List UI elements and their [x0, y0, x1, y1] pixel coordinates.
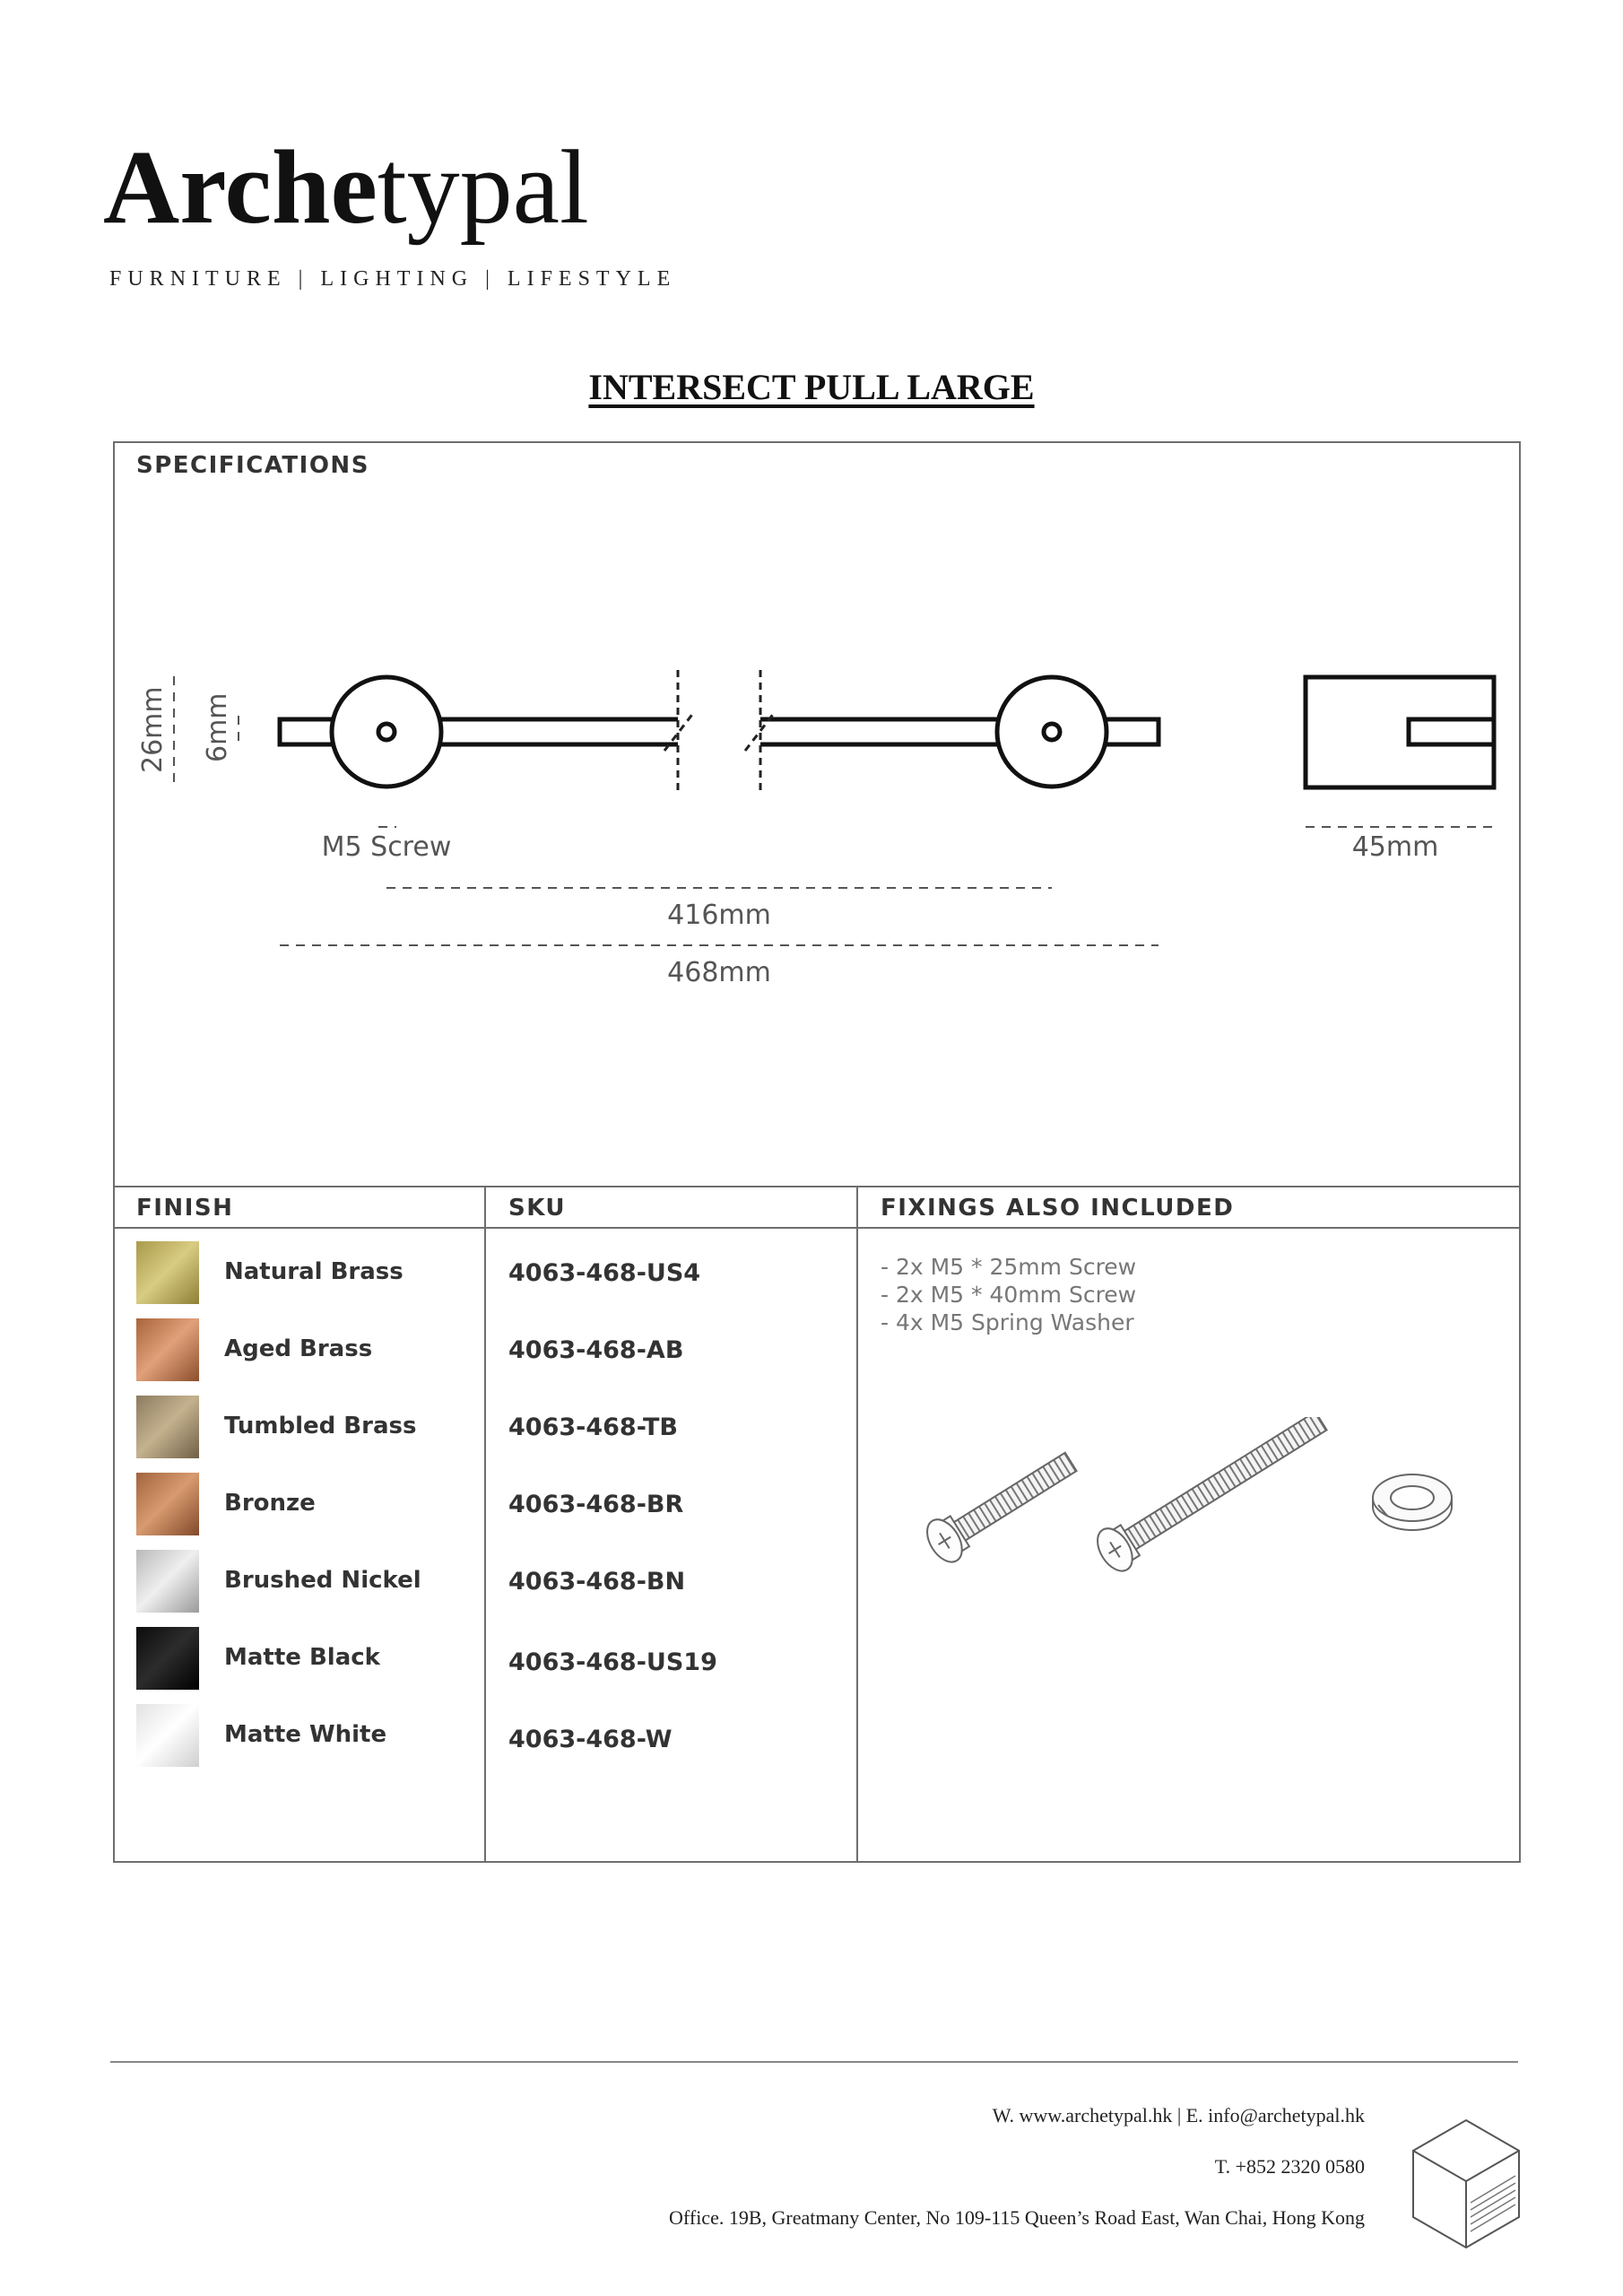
table-top-rule — [113, 1186, 1521, 1187]
finish-name: Natural Brass — [224, 1258, 404, 1285]
matte-white-swatch — [136, 1704, 199, 1767]
bronze-swatch — [136, 1473, 199, 1535]
natural-brass-swatch — [136, 1241, 199, 1304]
hexagon-logo-icon — [1408, 2117, 1524, 2251]
footer-phone: T. +852 2320 0580 — [1214, 2155, 1365, 2178]
sku-header: SKU — [508, 1195, 567, 1222]
dim-depth: 45mm — [1351, 831, 1439, 863]
finish-row — [136, 1396, 459, 1458]
sku-value: 4063-468-BR — [508, 1491, 684, 1518]
footer-rule — [110, 2061, 1518, 2063]
sku-value: 4063-468-TB — [508, 1413, 678, 1441]
dim-centers: 416mm — [667, 900, 771, 931]
specifications-label: SPECIFICATIONS — [136, 452, 369, 479]
brand-logo — [103, 128, 589, 246]
finish-name: Brushed Nickel — [224, 1567, 421, 1594]
dim-height: 26mm — [137, 686, 169, 773]
table-header-rule — [113, 1227, 1521, 1229]
long-screw-icon — [1090, 1417, 1333, 1577]
matte-black-swatch — [136, 1627, 199, 1690]
finish-row — [136, 1550, 459, 1613]
brand-name-bold: Arche — [103, 128, 378, 246]
finish-row — [136, 1627, 459, 1690]
brand-name-regular: typal — [377, 128, 589, 246]
finish-row — [136, 1318, 459, 1381]
sku-value: 4063-468-W — [508, 1726, 673, 1753]
tumbled-brass-swatch — [136, 1396, 199, 1458]
finish-name: Bronze — [224, 1490, 316, 1517]
dim-length: 468mm — [667, 957, 771, 988]
finish-name: Matte White — [224, 1721, 387, 1748]
finish-name: Tumbled Brass — [224, 1413, 417, 1439]
fixings-illustration — [888, 1417, 1515, 1632]
brushed-nickel-swatch — [136, 1550, 199, 1613]
finish-row — [136, 1241, 459, 1304]
finish-header: FINISH — [136, 1195, 234, 1222]
pull-front-view — [280, 677, 1159, 787]
fixing-item: - 2x M5 * 40mm Screw — [881, 1282, 1137, 1308]
dim-hole: 6mm — [202, 692, 233, 762]
fixings-header: FIXINGS ALSO INCLUDED — [881, 1195, 1235, 1222]
aged-brass-swatch — [136, 1318, 199, 1381]
finish-name: Aged Brass — [224, 1335, 373, 1362]
sku-value: 4063-468-AB — [508, 1336, 684, 1364]
dim-screw: M5 Screw — [321, 831, 452, 863]
column-divider-2 — [856, 1186, 858, 1863]
pull-side-view — [1306, 677, 1494, 787]
sku-value: 4063-468-BN — [508, 1568, 686, 1596]
sku-value: 4063-468-US4 — [508, 1259, 701, 1287]
short-screw-icon — [920, 1442, 1083, 1569]
technical-drawing — [113, 441, 1521, 1186]
page-title: INTERSECT PULL LARGE — [588, 367, 1035, 407]
footer-web-email: W. www.archetypal.hk | E. info@archetypal.hk — [992, 2104, 1365, 2126]
finish-name: Matte Black — [224, 1644, 380, 1671]
brand-tagline: FURNITURE | LIGHTING | LIFESTYLE — [109, 267, 677, 291]
spring-washer-icon — [1373, 1474, 1452, 1530]
fixing-item: - 2x M5 * 25mm Screw — [881, 1254, 1137, 1280]
sku-value: 4063-468-US19 — [508, 1648, 717, 1676]
footer-office: Office. 19B, Greatmany Center, No 109-115 Queen’s Road East, Wan Chai, Hong Kong — [669, 2206, 1365, 2229]
break-lines — [664, 670, 775, 796]
fixing-item: - 4x M5 Spring Washer — [881, 1309, 1134, 1335]
finish-row — [136, 1473, 459, 1535]
column-divider-1 — [484, 1186, 486, 1863]
dimension-lines — [174, 676, 1494, 945]
finish-row — [136, 1704, 459, 1767]
